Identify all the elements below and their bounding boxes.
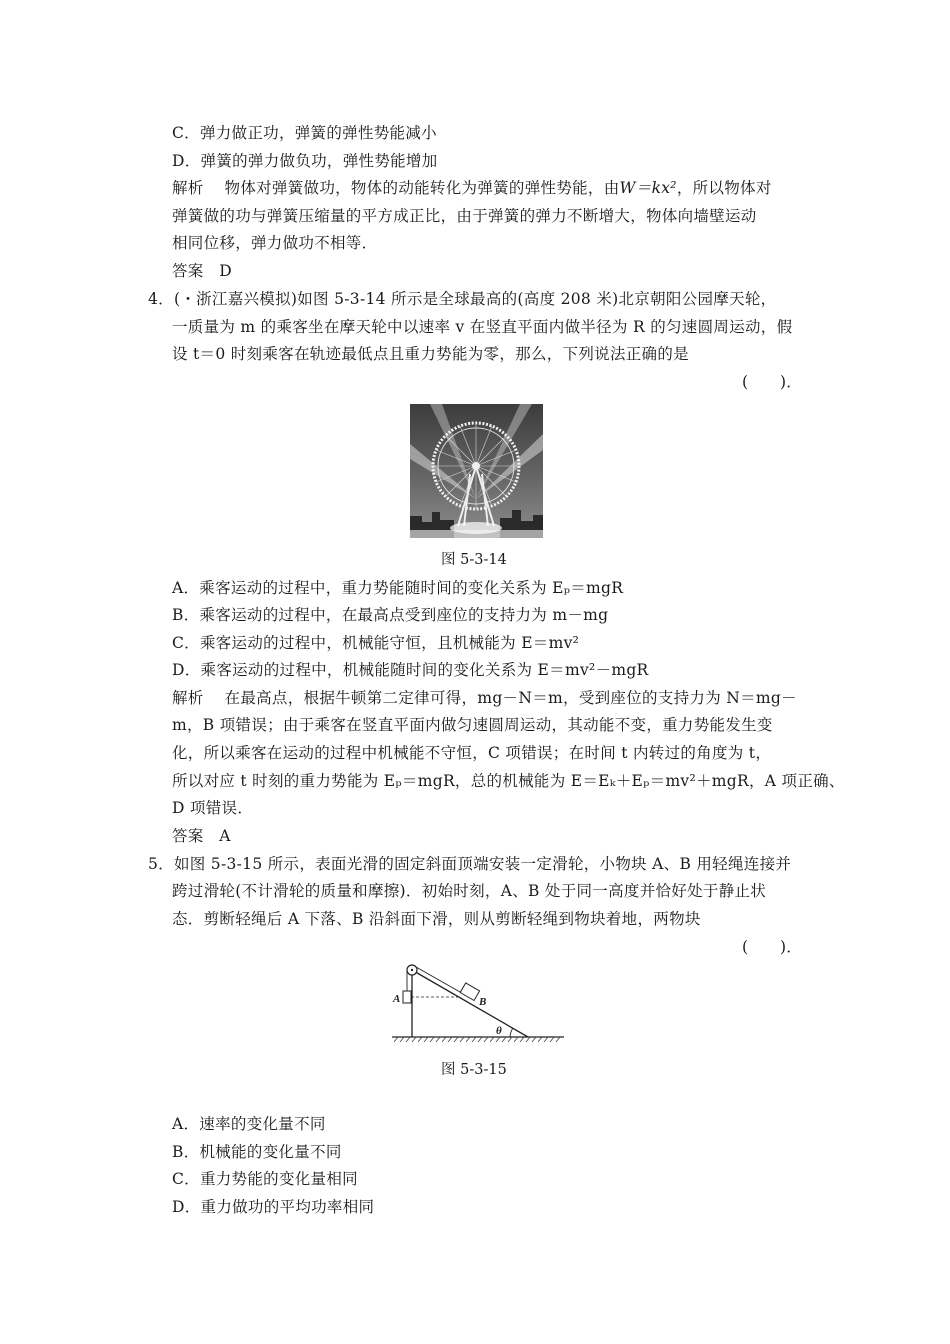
q5-option-c: C．重力势能的变化量相同 <box>172 1170 358 1188</box>
incline-slope <box>412 970 528 1037</box>
q5-stem-line-1: 5．如图 5-3-15 所示，表面光滑的固定斜面顶端安装一定滑轮，小物块 A、B 用轻绳连接并 <box>148 855 792 873</box>
block-a <box>403 991 411 1003</box>
q5-option-a: A．速率的变化量不同 <box>172 1115 326 1133</box>
q4-stem-line-1: 4．(・浙江嘉兴模拟)如图 5-3-14 所示是全球最高的(高度 208 米)北京朝阳公园摩天轮， <box>148 290 777 308</box>
q4-stem-line-3: 设 t＝0 时刻乘客在轨迹最低点且重力势能为零，那么，下列说法正确的是 <box>172 345 689 363</box>
q4-analysis-line-1: 解析 在最高点，根据牛顿第二定律可得，mg－N＝m，受到座位的支持力为 N＝mg－ <box>172 689 797 707</box>
analysis-label: 解析 <box>172 179 204 197</box>
q3-option-d: D．弹簧的弹力做负功，弹性势能增加 <box>172 152 438 170</box>
q4-option-a: A．乘客运动的过程中，重力势能随时间的变化关系为 Eₚ＝mgR <box>172 579 624 597</box>
q3-analysis-line-2: 弹簧做的功与弹簧压缩量的平方成正比，由于弹簧的弹力不断增大，物体向墙壁运动 <box>172 207 757 225</box>
q4-analysis-line-2: m，B 项错误；由于乘客在竖直平面内做匀速圆周运动，其动能不变，重力势能发生变 <box>172 716 773 734</box>
q4-option-d: D．乘客运动的过程中，机械能随时间的变化关系为 E＝mv²－mgR <box>172 661 649 679</box>
q4-answer-bracket: ( )． <box>742 373 803 391</box>
q3-option-c: C．弹力做正功，弹簧的弹性势能减小 <box>172 124 437 142</box>
ferris-wheel-photo <box>410 404 543 538</box>
ground-hatching <box>394 1037 560 1042</box>
q5-option-d: D．重力做功的平均功率相同 <box>172 1198 375 1216</box>
q4-analysis-line-4: 所以对应 t 时刻的重力势能为 Eₚ＝mgR，总的机械能为 E＝Eₖ＋Eₚ＝mv²＋mgR，A 项正确、 <box>172 772 845 790</box>
figure-caption-5-3-15: 图 5-3-15 <box>441 1062 507 1078</box>
block-b <box>460 983 479 1001</box>
q5-stem-line-3: 态．剪断轻绳后 A 下落、B 沿斜面下滑，则从剪断轻绳到物块着地，两物块 <box>172 910 701 928</box>
angle-arc <box>510 1028 513 1037</box>
q4-analysis-line-3: 化，所以乘客在运动的过程中机械能不守恒，C 项错误；在时间 t 内转过的角度为 t， <box>172 744 772 762</box>
q3-analysis-line-1: 解析 物体对弹簧做功，物体的动能转化为弹簧的弹性势能，由W＝kx²，所以物体对 <box>172 179 772 197</box>
q4-option-c: C．乘客运动的过程中，机械能守恒，且机械能为 E＝mv² <box>172 634 580 652</box>
q5-stem-line-2: 跨过滑轮(不计滑轮的质量和摩擦)．初始时刻，A、B 处于同一高度并恰好处于静止状 <box>172 882 767 900</box>
rope-to-b <box>416 967 460 992</box>
q4-analysis-line-5: D 项错误． <box>172 799 254 817</box>
label-a: A <box>393 993 401 1005</box>
analysis-label: 解析 <box>172 689 204 707</box>
q5-answer-bracket: ( )． <box>742 938 803 956</box>
q3-analysis-line-3: 相同位移，弹力做功不相等． <box>172 234 378 252</box>
q4-answer <box>172 826 231 846</box>
theta-label: θ <box>496 1025 502 1037</box>
answer-value: D <box>219 262 233 280</box>
figure-caption-5-3-14: 图 5-3-14 <box>441 552 507 568</box>
incline-pulley-diagram <box>388 960 568 1050</box>
q4-stem-line-2: 一质量为 m 的乘客坐在摩天轮中以速率 v 在竖直平面内做半径为 R 的匀速圆周运动，假 <box>172 318 793 336</box>
answer-label: 答案 <box>172 262 204 280</box>
label-b: B <box>479 996 487 1008</box>
q4-option-b: B．乘客运动的过程中，在最高点受到座位的支持力为 m－mg <box>172 606 609 624</box>
q5-option-b: B．机械能的变化量不同 <box>172 1143 342 1161</box>
answer-value: A <box>219 827 231 845</box>
answer-label: 答案 <box>172 827 204 845</box>
q3-answer <box>172 261 232 281</box>
formula: W＝kx² <box>619 179 677 197</box>
